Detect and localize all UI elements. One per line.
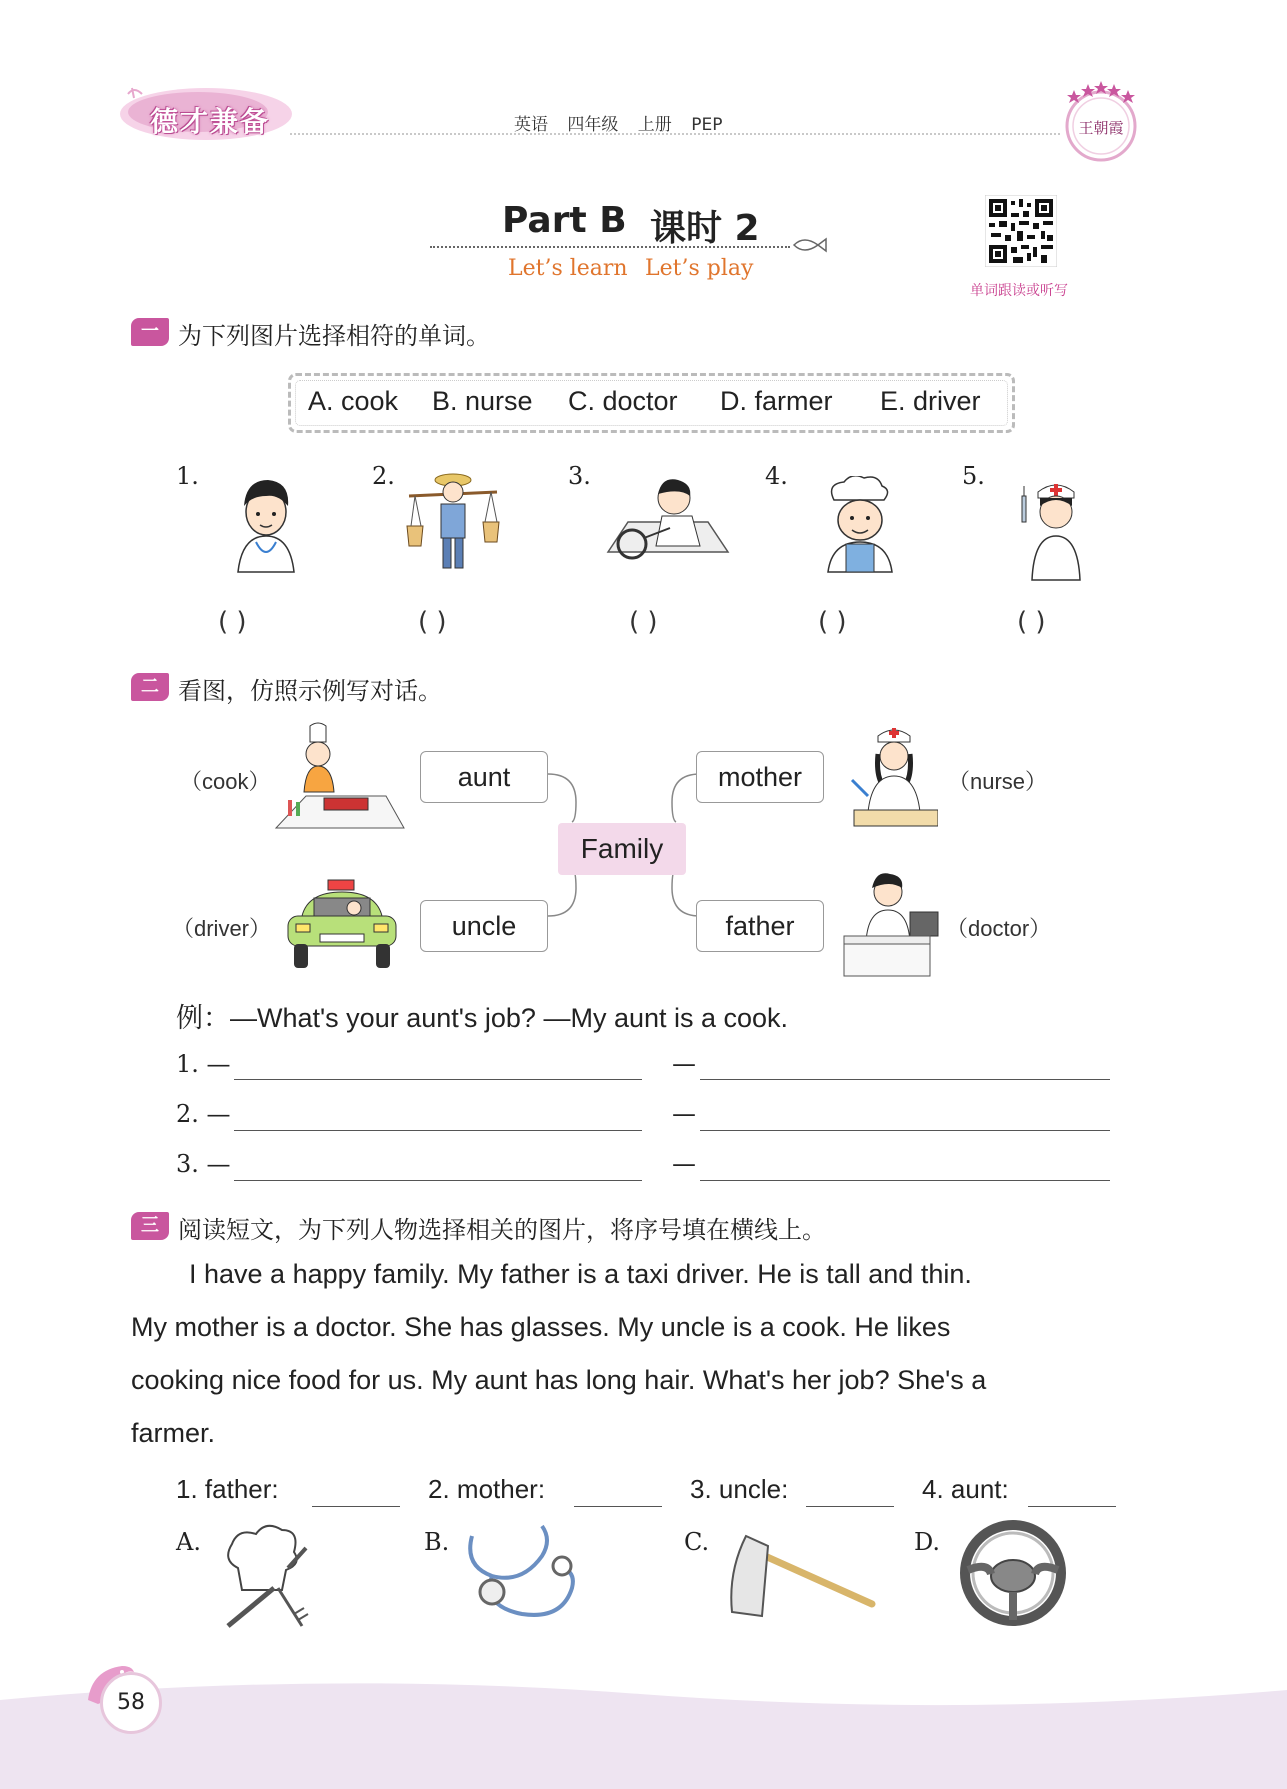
driver-icon <box>604 478 732 574</box>
dialogue-3-dash: — <box>672 1150 696 1178</box>
example-dialogue: 例：—What's your aunt's job? —My aunt is a cook. <box>176 1003 789 1033</box>
dialogue-line-2-label: 2. — <box>176 1100 231 1128</box>
section-2-title: 看图，仿照示例写对话。 <box>178 677 442 705</box>
subtitle-lets-play: Let’s play <box>645 256 754 281</box>
answer-paren-1[interactable]: ( ) <box>218 607 247 637</box>
header-divider <box>290 133 1060 135</box>
nurse-icon <box>1018 476 1094 582</box>
family-node-uncle: uncle <box>420 900 548 952</box>
answer-blank-mother[interactable] <box>574 1505 662 1507</box>
nurse-woman-icon <box>848 722 938 830</box>
item-2-number: 2. <box>372 462 395 490</box>
item-5-number: 5. <box>962 462 985 490</box>
page-title-lesson: 课时 2 <box>650 208 760 249</box>
answer-paren-3[interactable]: ( ) <box>629 607 658 637</box>
option-d-farmer: D. farmer <box>720 386 833 416</box>
answer-paren-5[interactable]: ( ) <box>1017 607 1046 637</box>
family-node-mother: mother <box>696 751 824 803</box>
passage-line-3: cooking nice food for us. My aunt has long hair. What's her job? She's a <box>131 1365 987 1395</box>
taxi-icon <box>284 878 400 972</box>
section-3-number: 三 <box>131 1212 169 1240</box>
chef-hat-utensils-icon <box>218 1518 314 1630</box>
page-title-part: Part B <box>502 200 627 241</box>
title-divider <box>430 246 790 248</box>
item-3-number: 3. <box>568 462 591 490</box>
passage-line-4: farmer. <box>131 1418 216 1448</box>
dialogue-2-dash: — <box>672 1100 696 1128</box>
option-d-label: D. <box>914 1528 941 1556</box>
qr-code-icon[interactable] <box>985 195 1057 267</box>
family-node-father: father <box>696 900 824 952</box>
item-1-number: 1. <box>176 462 199 490</box>
question-mother: 2. mother: <box>428 1474 546 1504</box>
job-label-cook: （cook） <box>180 769 271 794</box>
cook-woman-icon <box>274 722 406 830</box>
section-1-number: 一 <box>131 318 169 346</box>
steering-wheel-icon <box>960 1520 1066 1626</box>
dialogue-line-3-label: 3. — <box>176 1150 231 1178</box>
option-a-cook: A. cook <box>308 386 399 416</box>
badge-text: 王朝霞 <box>1078 119 1124 137</box>
option-c-label: C. <box>684 1528 710 1556</box>
option-a-label: A. <box>176 1528 201 1556</box>
doctor-boy-icon <box>228 472 304 574</box>
page-number: 58 <box>100 1672 162 1734</box>
question-father: 1. father: <box>176 1474 279 1504</box>
passage-line-2: My mother is a doctor. She has glasses. My uncle is a cook. He likes <box>131 1312 951 1342</box>
option-b-nurse: B. nurse <box>432 386 533 416</box>
answer-blank-aunt[interactable] <box>1028 1505 1116 1507</box>
dialogue-line-1-label: 1. — <box>176 1050 231 1078</box>
section-3-title: 阅读短文，为下列人物选择相关的图片，将序号填在横线上。 <box>178 1216 826 1244</box>
farmer-icon <box>405 470 501 576</box>
item-4-number: 4. <box>765 462 788 490</box>
option-e-driver: E. driver <box>880 386 981 416</box>
dialogue-1-dash: — <box>672 1050 696 1078</box>
hoe-icon <box>726 1530 876 1622</box>
job-label-doctor: （doctor） <box>946 916 1052 941</box>
footer-wave <box>0 1680 1287 1789</box>
job-label-driver: （driver） <box>172 916 272 941</box>
dialogue-2-answer-input[interactable] <box>700 1129 1110 1131</box>
option-b-label: B. <box>424 1528 450 1556</box>
cook-icon <box>820 476 900 574</box>
answer-blank-father[interactable] <box>312 1505 400 1507</box>
dialogue-1-question-input[interactable] <box>234 1078 642 1080</box>
answer-paren-2[interactable]: ( ) <box>418 607 447 637</box>
fish-decoration-icon <box>790 234 830 256</box>
doctor-desk-icon <box>840 870 940 978</box>
header-info: 英语 四年级 上册 PEP <box>514 115 723 135</box>
family-node-aunt: aunt <box>420 751 548 803</box>
answer-blank-uncle[interactable] <box>806 1505 894 1507</box>
passage-line-1: I have a happy family. My father is a taxi driver. He is tall and thin. <box>189 1259 972 1289</box>
option-c-doctor: C. doctor <box>568 386 678 416</box>
section-2-number: 二 <box>131 673 169 701</box>
question-aunt: 4. aunt: <box>922 1474 1009 1504</box>
qr-caption: 单词跟读或听写 <box>970 283 1068 299</box>
dialogue-3-answer-input[interactable] <box>700 1179 1110 1181</box>
subtitle-lets-learn: Let’s learn <box>508 256 628 281</box>
family-center-node: Family <box>558 823 686 875</box>
answer-paren-4[interactable]: ( ) <box>818 607 847 637</box>
author-badge-icon <box>1060 78 1142 164</box>
section-1-title: 为下列图片选择相符的单词。 <box>178 322 490 350</box>
dialogue-2-question-input[interactable] <box>234 1129 642 1131</box>
question-uncle: 3. uncle: <box>690 1474 789 1504</box>
dialogue-3-question-input[interactable] <box>234 1179 642 1181</box>
stethoscope-icon <box>464 1522 588 1626</box>
brand-name: 德才兼备 <box>150 105 271 138</box>
dialogue-1-answer-input[interactable] <box>700 1078 1110 1080</box>
job-label-nurse: （nurse） <box>948 769 1048 794</box>
